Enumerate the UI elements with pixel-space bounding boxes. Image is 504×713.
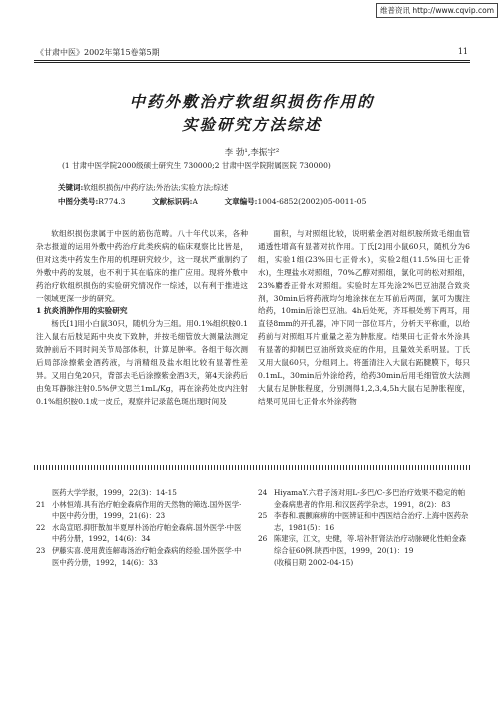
doc-code-value: A [192,197,198,206]
reference-text: (收稿日期 2002-04-15) [274,557,354,567]
reference-number [258,557,274,569]
class-label: 中图分类号: [58,197,99,206]
reference-number: 26 [258,534,268,544]
running-header [36,47,468,58]
section-divider [34,465,470,470]
header-rule-thin [34,62,470,63]
classification-line [58,196,478,207]
reference-number: 25 [258,511,268,521]
reference-item [258,533,470,556]
body-paragraph: 软组织损伤隶属于中医的筋伤范畴。八十年代以来，各种杂志报道的运用外敷中药治疗此类疾病的临床观察比比皆是，但对这类中药发生作用的机理研究较少，这一现状严重制约了外敷中药的发展，也不利于其在临床的推广应用。现将外敷中药治疗软组织损伤的实验研究情况作一综述，以有利于推进这一领域更深一步的研究。 [36,229,248,303]
reference-item [258,487,470,510]
references-left [36,487,244,568]
reference-item [258,510,470,533]
article-number-label: 文章编号: [224,197,258,206]
reference-number [36,487,52,499]
reference-number: 22 [36,522,46,532]
affiliation: (1 甘肃中医学院2000级硕士研究生 730000;2 甘肃中医学院附属医院 730000) [62,161,331,170]
body-paragraph: 杨氏[1]用小白鼠30只，随机分为三组。用0.1%组织胺0.1注入鼠右后肢足跖中央皮下致肿，并按毛细管放大测量法测定致肿前后不同时间关节局部体积，计算足肿率。各组于每次测后局部涂擦紫金酒药液，与消精组及盐水组比较有显著性差异。又用白兔20只，背部去毛后涂擦紫金酒3天，第4天涂药后由兔耳静脉注射0.5%伊文思兰1mL/Kg，再在涂药处皮内注射0.1%组织胺0.1成一皮丘，观察并记录蓝色斑出现时间及 [36,319,248,406]
reference-text: 伊藤实喜.使用黄连解毒汤治疗帕金森病的经验.国外医学·中医中药分册，1992，14(6)：33 [52,545,242,567]
section-heading: 1 抗炎消肿作用的实验研究 [36,306,128,316]
reference-number: 24 [258,488,268,497]
reference-item [258,557,470,569]
reference-text: 李春和.震颤麻痹的中医辨证和中西医结合治疗.上海中医药杂志，1981(5)：16 [274,511,469,532]
article-title-line1: 中药外敷治疗软组织损伤作用的 [129,92,375,111]
reference-text: 陈建宗，江文，史健，等.培补肝肾法治疗动脉硬化性帕金森综合征60例.陕西中医，1999，20(1)：19 [274,534,467,555]
keywords-line [58,182,478,193]
keywords-label: 关键词: [58,183,84,192]
authors: 李 勃¹,李振宇² [224,148,280,158]
reference-item [36,487,244,499]
reference-item [36,545,244,568]
reference-item [36,499,244,522]
reference-text: HiyamaY.六君子汤对用L-多巴/C-多巴治疗效果不稳定的帕金森病患者的作用.和汉医药学杂志，1991，8(2)：83 [274,488,466,509]
reference-number: 23 [36,545,46,555]
reference-item [36,522,244,545]
source-stamp: 维普资讯 http://www.cqvip.com [376,3,498,18]
header-rule [34,60,470,61]
body-column-left [36,228,248,409]
reference-number: 21 [36,499,46,509]
class-value: R774.3 [98,197,126,206]
reference-text: 水岛宣昭.抑肝散加半夏厚朴汤治疗帕金森病.国外医学·中医中药分册，1992，14(6)：34 [52,522,242,544]
reference-text: 小林恒靖.具有治疗帕金森病作用的天然物的筛选.国外医学·中医中药分册，1999，21(6)：23 [52,499,242,521]
journal-issue: 《甘肃中医》2002年第15卷第5期 [36,48,160,57]
references-right [258,487,470,568]
body-paragraph: 面积，与对照组比较，说明紫金酒对组织胺所致毛细血管通透性增高有显著对抗作用。丁氏[2]用小鼠60只，随机分为6组，实验1组(23%田七正骨水)，实验2组(11.5%田七正骨水)，生理盐水对照组，70%乙醇对照组，氯化可的松对照组，23%麝香正骨水对照组。实验时左耳先涂2%巴豆油混合致炎剂，30min后将药液均匀地涂抹在左耳前后两面，氯可为腹注给药，10min后涂巴豆油。4h后处死，齐耳根处剪下两耳，用直径8mm的开孔器，冲下同一部位耳片，分析天平称重，以给药前与对照组耳片重量之差为肿胀度。结果田七正骨水外涂具有显著的抑制巴豆油所致炎症的作用，且量效关系明显。丁氏又用大鼠60只，分组同上。将蛋清注入大鼠右跖腱膜下，每只0.1mL，30min后外涂给药，给药30min后用毛细管放大法测大鼠右足肿胀程度，分别测得1,2,3,4,5h大鼠右足肿胀程度，结果可见田七正骨水外涂药物 [258,229,470,406]
keywords: 软组织损伤/中药疗法;外治法;实验方法;综述 [83,183,229,192]
doc-code-label: 文献标识码: [152,197,193,206]
reference-text: 医药大学学报，1999，22(3)：14-15 [52,488,177,497]
page-number: 11 [457,47,468,56]
article-title-line2: 实验研究方法综述 [181,115,322,134]
article-number-value: 1004-6852(2002)05-0011-05 [257,197,367,206]
body-column-right [258,228,470,409]
